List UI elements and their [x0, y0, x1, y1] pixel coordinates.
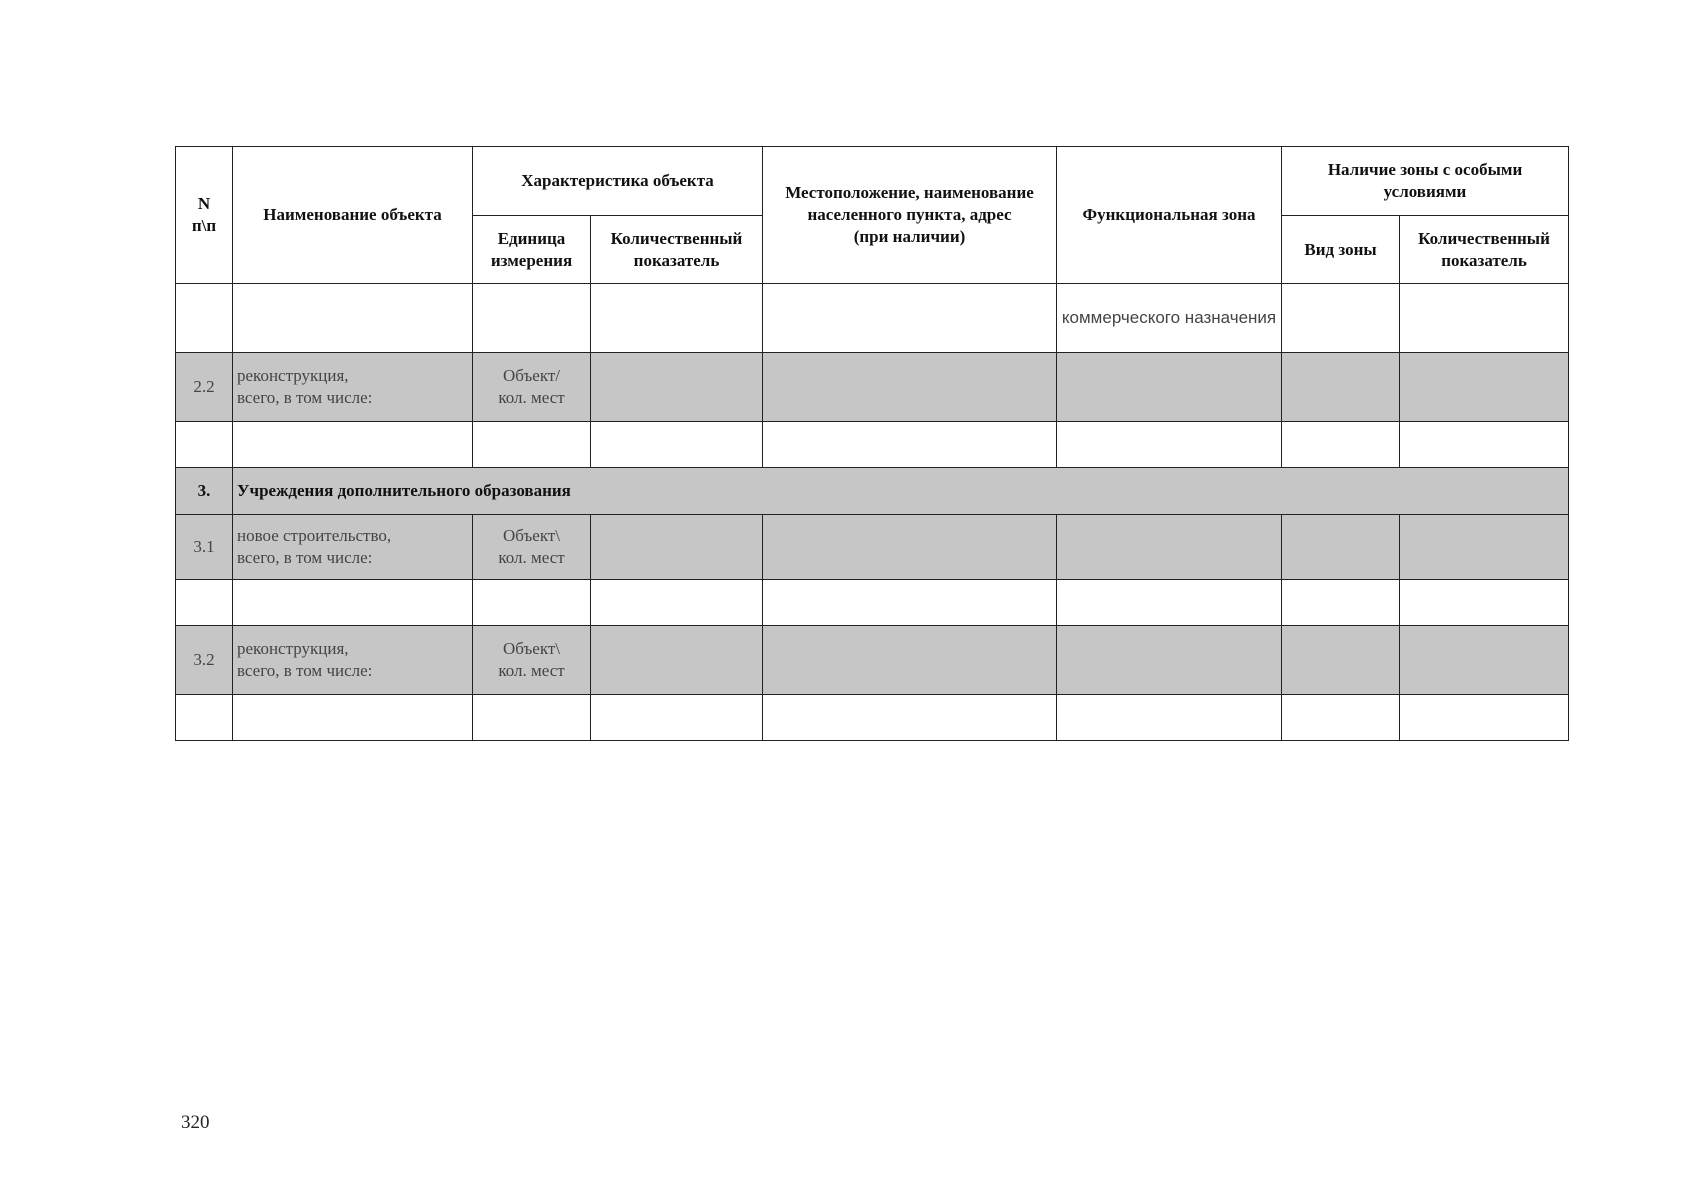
cell-functional-zone: [1057, 515, 1282, 580]
cell-functional-zone: коммерческого назначения: [1057, 284, 1282, 353]
header-zone-quantity: Количественный показатель: [1400, 216, 1569, 284]
header-location: Местоположение, наименование населенного пункта, адрес (при наличии): [763, 147, 1057, 284]
header-name: Наименование объекта: [233, 147, 473, 284]
cell-num: 3.1: [176, 515, 233, 580]
cell-num: 2.2: [176, 353, 233, 422]
cell-quantity: [591, 695, 763, 741]
header-zone-type: Вид зоны: [1282, 216, 1400, 284]
cell-zone-type: [1282, 353, 1400, 422]
header-quantity: Количественный показатель: [591, 216, 763, 284]
cell-name: новое строительство, всего, в том числе:: [233, 515, 473, 580]
cell-num: [176, 580, 233, 626]
cell-zone-quantity: [1400, 626, 1569, 695]
cell-quantity: [591, 422, 763, 468]
table-row: [176, 284, 1569, 353]
cell-name: [233, 422, 473, 468]
cell-functional-zone: [1057, 422, 1282, 468]
section-row: [176, 468, 1569, 515]
cell-zone-type: [1282, 284, 1400, 353]
cell-unit: Объект\ кол. мест: [473, 626, 591, 695]
cell-num: [176, 422, 233, 468]
section-title: Учреждения дополнительного образования: [233, 468, 1569, 515]
cell-location: [763, 353, 1057, 422]
cell-unit: [473, 695, 591, 741]
cell-name: [233, 284, 473, 353]
table-row: [176, 695, 1569, 741]
cell-name: реконструкция, всего, в том числе:: [233, 626, 473, 695]
cell-unit: [473, 422, 591, 468]
cell-location: [763, 284, 1057, 353]
cell-zone-type: [1282, 695, 1400, 741]
cell-location: [763, 422, 1057, 468]
header-unit: Единица измерения: [473, 216, 591, 284]
cell-zone-type: [1282, 515, 1400, 580]
header-special-zone: Наличие зоны с особыми условиями: [1282, 147, 1569, 216]
section-num: 3.: [176, 468, 233, 515]
cell-quantity: [591, 284, 763, 353]
header-characteristic: Характеристика объекта: [473, 147, 763, 216]
cell-name: реконструкция, всего, в том числе:: [233, 353, 473, 422]
cell-unit: Объект\ кол. мест: [473, 515, 591, 580]
cell-functional-zone: [1057, 580, 1282, 626]
cell-location: [763, 626, 1057, 695]
header-row-1: [176, 147, 1569, 216]
cell-unit: [473, 580, 591, 626]
cell-location: [763, 515, 1057, 580]
cell-quantity: [591, 515, 763, 580]
cell-name: [233, 695, 473, 741]
table-row: [176, 626, 1569, 695]
cell-zone-type: [1282, 580, 1400, 626]
cell-zone-quantity: [1400, 695, 1569, 741]
cell-zone-type: [1282, 626, 1400, 695]
cell-num: [176, 695, 233, 741]
table-row: [176, 580, 1569, 626]
cell-quantity: [591, 353, 763, 422]
cell-location: [763, 580, 1057, 626]
cell-zone-quantity: [1400, 353, 1569, 422]
cell-location: [763, 695, 1057, 741]
cell-num: [176, 284, 233, 353]
table-row: [176, 353, 1569, 422]
cell-unit: [473, 284, 591, 353]
cell-functional-zone: [1057, 626, 1282, 695]
table-row: [176, 515, 1569, 580]
header-num: N п\п: [176, 147, 233, 284]
cell-zone-quantity: [1400, 422, 1569, 468]
cell-quantity: [591, 580, 763, 626]
cell-num: 3.2: [176, 626, 233, 695]
cell-zone-quantity: [1400, 515, 1569, 580]
header-functional-zone: Функциональная зона: [1057, 147, 1282, 284]
cell-zone-quantity: [1400, 284, 1569, 353]
cell-unit: Объект/ кол. мест: [473, 353, 591, 422]
cell-functional-zone: [1057, 695, 1282, 741]
cell-functional-zone: [1057, 353, 1282, 422]
cell-zone-quantity: [1400, 580, 1569, 626]
zoning-table: [175, 146, 1569, 741]
page-number: 320: [181, 1112, 210, 1133]
cell-zone-type: [1282, 422, 1400, 468]
cell-quantity: [591, 626, 763, 695]
cell-name: [233, 580, 473, 626]
table-row: [176, 422, 1569, 468]
